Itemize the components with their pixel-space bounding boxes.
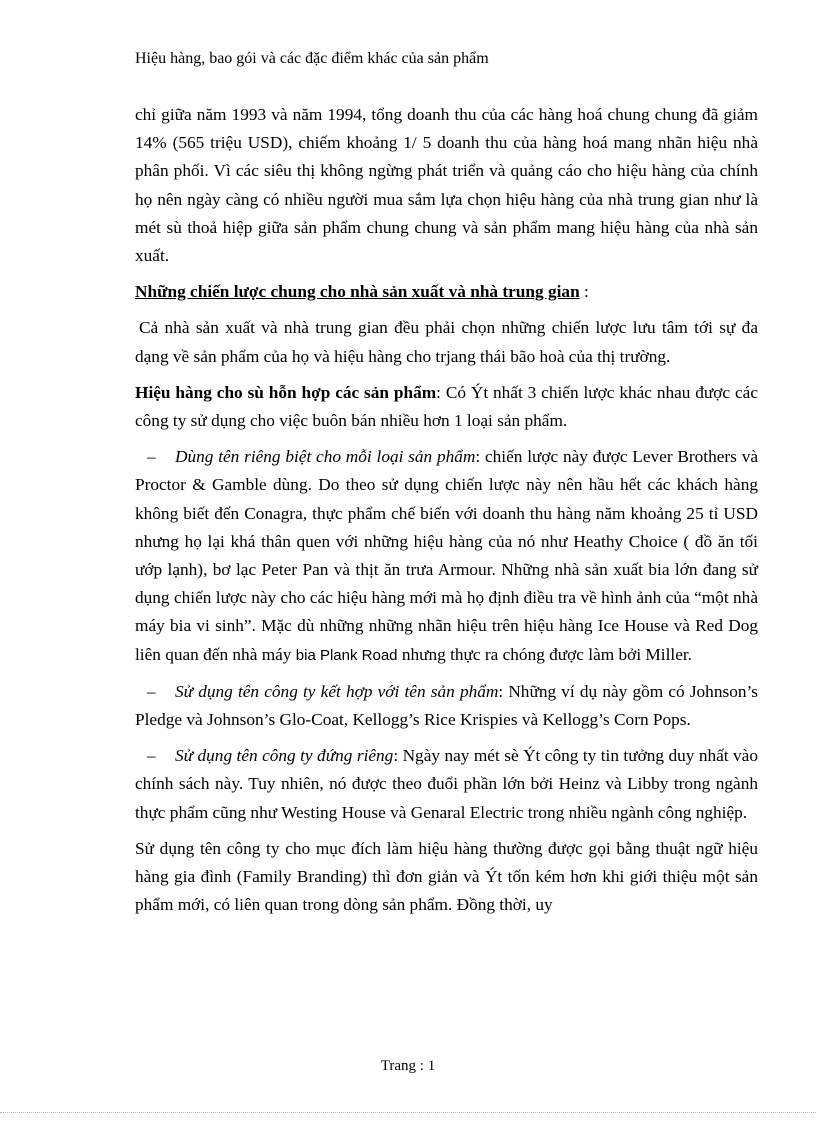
paragraph-3 (135, 379, 758, 435)
list-item-1 (135, 443, 758, 670)
page-footer: Trang : 1 (380, 1058, 436, 1074)
page-header: Hiệu hàng, bao gói và các đặc điểm khác của sản phẩm (135, 50, 489, 67)
list-item-3-lead: Sử dụng tên công ty đứng riêng (175, 746, 394, 766)
paragraph-1: chỉ giữa năm 1993 và năm 1994, tổng doanh thu của các hàng hoá chung chung đã giảm 14% (565 triệu USD), chiếm khoảng 1/ 5 doanh thu của hàng hoá mang nhãn hiệu nhà phân phối. Vì các siêu thị không ngừng phát triển và quảng cáo cho hiệu hàng của chính họ nên ngày càng có nhiều người mua sắm lựa chọn hiệu hàng của nhà trung gian như là mét sù thoả hiệp giữa sản phẩm chung chung và sản phẩm mang hiệu hàng của nhà sản xuất. (135, 105, 758, 266)
section-heading (135, 278, 758, 306)
section-heading-suffix: : (579, 282, 589, 302)
list-item-3 (135, 742, 758, 827)
paragraph-2: Cả nhà sản xuất và nhà trung gian đều phải chọn những chiến lược lưu tâm tới sự đa dạng về sản phẩm của họ và hiệu hàng cho trjang thái bão hoà của thị trường. (135, 318, 758, 366)
dash-bullet: – (147, 681, 156, 701)
paragraph-3-lead: Hiệu hàng cho sù hỗn hợp các sản phẩm (135, 382, 437, 402)
paragraph-4: Sử dụng tên công ty cho mục đích làm hiệu hàng thường được gọi bằng thuật ngữ hiệu hàng gia đình (Family Branding) thì đơn giản và Ýt tốn kém hơn khi giới thiệu một sản phẩm mới, có liên quan trong dòng sản phẩm. Đồng thời, uy (135, 838, 758, 915)
list-item-2-rest: : Những ví dụ này gồm có Johnson’s Pledge và Johnson’s Glo-Coat, Kellogg’s Rice Krispies và Kellogg’s Corn Pops. (135, 681, 758, 730)
page-bottom-divider (0, 1112, 816, 1113)
list-item-2-lead: Sử dụng tên công ty kết hợp với tên sản phẩm (175, 681, 499, 701)
section-heading-text: Những chiến lược chung cho nhà sản xuất và nhà trung gian (135, 282, 580, 302)
list-item-1-sans: bia Plank Road (295, 646, 398, 664)
dash-bullet: – (147, 447, 156, 467)
list-item-1-lead: Dùng tên riêng biệt cho mỗi loại sản phẩm (175, 447, 476, 467)
list-item-3-rest: : Ngày nay mét sè Ýt công ty tin tưởng duy nhất vào chính sách này. Tuy nhiên, nó được theo đuổi phần lớn bởi Heinz và Libby trong ngành thực phẩm cũng như Westing House và Genaral Electric trong nhiều ngành công nghiệp. (135, 746, 758, 822)
dash-bullet: – (147, 746, 156, 766)
list-item-2 (135, 678, 758, 734)
list-item-1-rest: : chiến lược này được Lever Brothers và Proctor & Gamble dùng. Do theo sử dụng chiến lược này nên hầu hết các khách hàng không biết đến Conagra, thực phẩm chế biến với doanh thu hàng năm khoảng 25 tỉ USD nhưng họ lại khá thân quen với những hiệu hàng của nó như Heathy Choice ( đồ ăn tối ướp lạnh), bơ lạc Peter Pan và thịt ăn trưa Armour. Những nhà sản xuất bia lớn đang sử dụng chiến lược này cho các hiệu hàng mới mà họ định điều tra về hình ảnh của “một nhà máy bia vi sinh”. Mặc dù những những nhãn hiệu trên hiệu hàng Ice House và Red Dog liên quan đến nhà máy (135, 447, 758, 664)
list-item-1-tail: nhưng thực ra chóng được làm bởi Miller. (397, 644, 692, 664)
document-body (135, 101, 758, 919)
paragraph-3-rest: : Có Ýt nhất 3 chiến lược khác nhau được các công ty sử dụng cho việc buôn bán nhiều hơn 1 loại sản phẩm. (135, 382, 758, 431)
